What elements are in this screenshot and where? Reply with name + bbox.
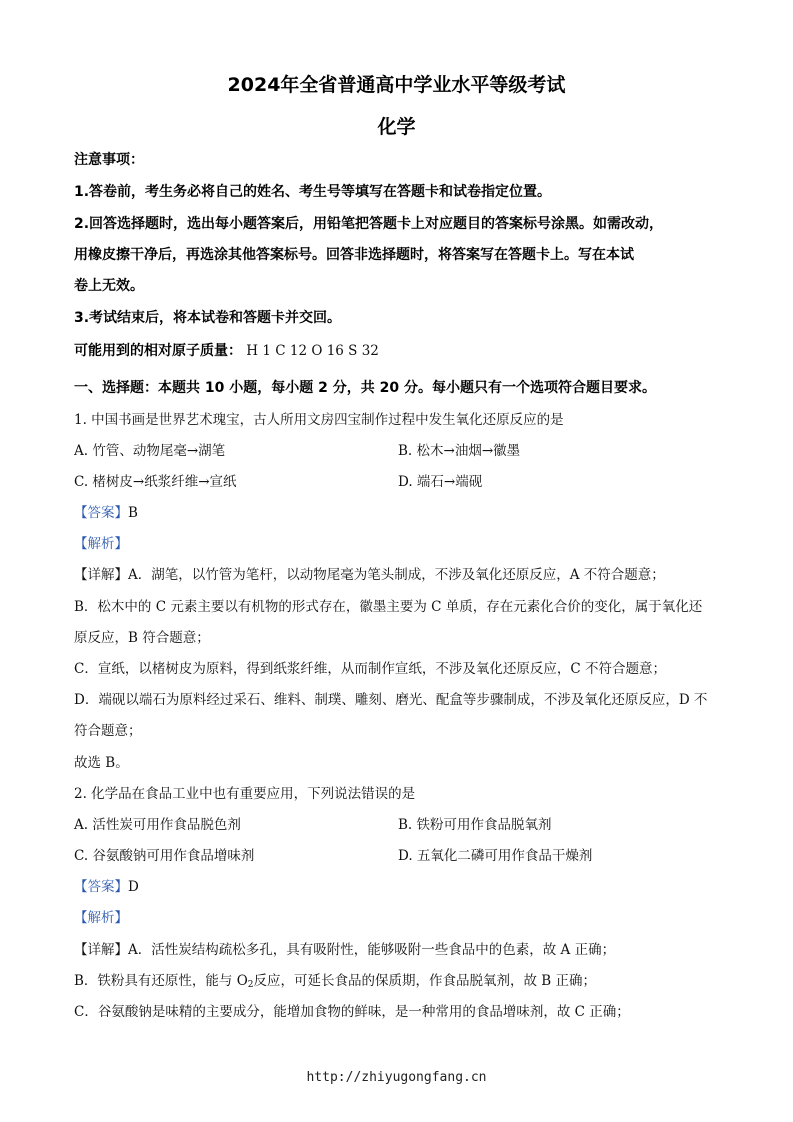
q2-answer — [74, 877, 724, 897]
q2-answer-value: D — [128, 879, 139, 895]
q1-option-c: C. 楮树皮→纸浆纤维→宣纸 — [74, 474, 237, 490]
q1-detail-d-line-2: 符合题意； — [74, 723, 142, 739]
q1-answer-value: B — [128, 505, 138, 521]
q2-option-b: B. 铁粉可用作食品脱氧剂 — [398, 817, 552, 833]
q2-detail-a-text: A．活性炭结构疏松多孔，具有吸附性，能够吸附一些食品中的色素，故 A 正确； — [128, 942, 616, 958]
q1-detail-tag: 【详解】 — [74, 567, 128, 583]
notice-item-1: 1.答卷前，考生务必将自己的姓名、考生号等填写在答题卡和试卷指定位置。 — [74, 184, 552, 200]
notice-item-2-line-2: 用橡皮擦干净后，再选涂其他答案标号。回答非选择题时，将答案写在答题卡上。写在本试 — [74, 247, 634, 263]
q1-option-b: B. 松木→油烟→徽墨 — [398, 443, 521, 459]
q1-detail-d-line-1: D．端砚以端石为原料经过采石、维料、制璞、雕刻、磨光、配盒等步骤制成，不涉及氧化还原反应，D 不 — [74, 692, 708, 708]
q1-option-a: A. 竹管、动物尾毫→湖笔 — [74, 443, 226, 459]
section-1-heading: 一、选择题：本题共 10 小题，每小题 2 分，共 20 分。每小题只有一个选项符合题目要求。 — [74, 380, 656, 396]
q2-detail-a — [74, 940, 724, 960]
notice-item-3: 3.考试结束后，将本试卷和答题卡并交回。 — [74, 310, 342, 326]
q2-detail-tag: 【详解】 — [74, 942, 128, 958]
q1-answer-tag: 【答案】 — [74, 505, 128, 521]
q1-detail-a — [74, 565, 724, 585]
q2-detail-b — [74, 971, 724, 995]
q1-detail-a-text: A．湖笔，以竹管为笔杆，以动物尾毫为笔头制成，不涉及氧化还原反应，A 不符合题意； — [128, 567, 665, 583]
q2-stem: 2. 化学品在食品工业中也有重要应用，下列说法错误的是 — [74, 786, 416, 802]
q2-analysis-tag: 【解析】 — [74, 910, 128, 926]
notice-item-2-line-3: 卷上无效。 — [74, 278, 144, 294]
q1-detail-b-line-1: B．松木中的 C 元素主要以有机物的形式存在，徽墨主要为 C 单质，存在元素化合价的变化，属于氧化还 — [74, 599, 703, 615]
q1-answer — [74, 503, 724, 523]
notice-item-2-line-1: 2.回答选择题时，选出每小题答案后，用铅笔把答题卡上对应题目的答案标号涂黑。如需改动， — [74, 216, 664, 232]
footer-url[interactable]: http://zhiyugongfang.cn — [306, 1070, 487, 1085]
q1-detail-c: C．宣纸，以楮树皮为原料，得到纸浆纤维，从而制作宣纸，不涉及氧化还原反应，C 不符合题意； — [74, 661, 666, 677]
exam-subject: 化学 — [377, 116, 416, 138]
q2-answer-tag: 【答案】 — [74, 879, 128, 895]
exam-title: 2024年全省普通高中学业水平等级考试 — [227, 74, 566, 96]
q2-option-c: C. 谷氨酸钠可用作食品增味剂 — [74, 848, 255, 864]
q1-option-d: D. 端石→端砚 — [398, 474, 483, 490]
atomic-mass-line — [74, 341, 724, 361]
q2-detail-b-pre: B．铁粉具有还原性，能与 O — [74, 973, 248, 989]
q2-detail-b-subscript: 2 — [247, 980, 254, 990]
q1-detail-b-line-2: 原反应，B 符合题意； — [74, 630, 210, 646]
q2-option-a: A. 活性炭可用作食品脱色剂 — [74, 817, 241, 833]
notice-heading: 注意事项： — [74, 152, 144, 168]
q1-conclusion: 故选 B。 — [74, 755, 129, 771]
q2-detail-b-post: 反应，可延长食品的保质期，作食品脱氧剂，故 B 正确； — [253, 973, 597, 989]
atomic-mass-values: H 1 C 12 O 16 S 32 — [246, 343, 379, 359]
q1-analysis-tag: 【解析】 — [74, 536, 128, 552]
q1-stem: 1. 中国书画是世界艺术瑰宝，古人所用文房四宝制作过程中发生氧化还原反应的是 — [74, 412, 564, 428]
q2-option-d: D. 五氧化二磷可用作食品干燥剂 — [398, 848, 593, 864]
q2-detail-c: C．谷氨酸钠是味精的主要成分，能增加食物的鲜味，是一种常用的食品增味剂，故 C 正确； — [74, 1004, 630, 1020]
atomic-mass-label: 可能用到的相对原子质量： — [74, 343, 242, 359]
